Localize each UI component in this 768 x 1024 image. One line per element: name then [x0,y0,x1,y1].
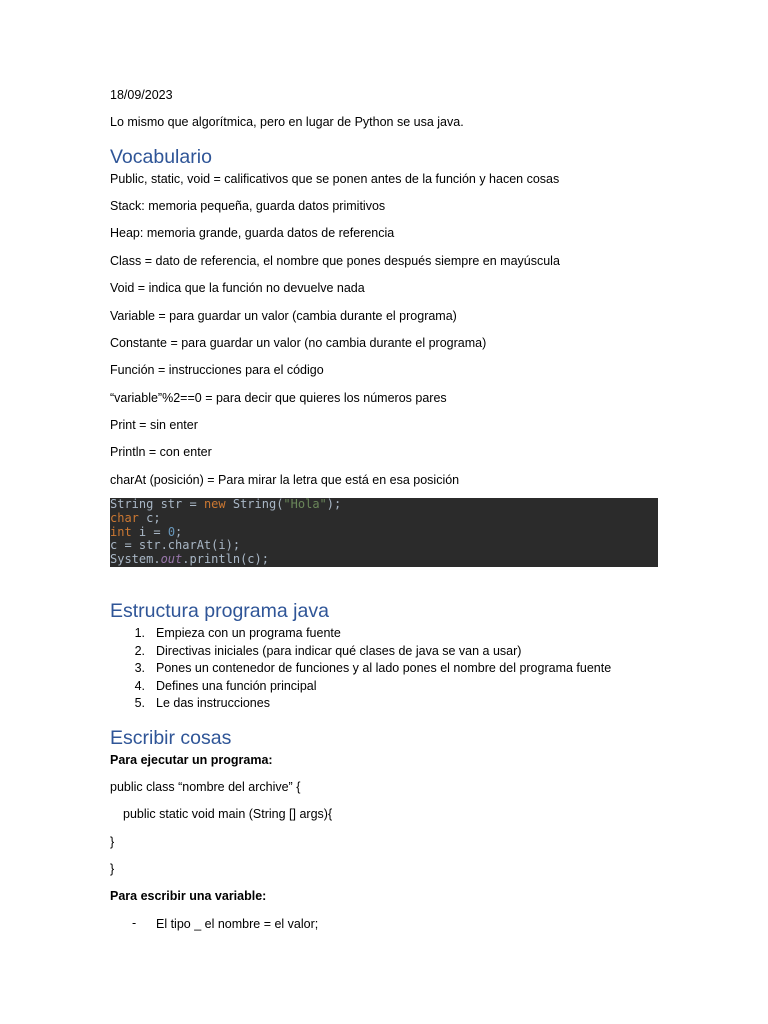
vocab-item: Void = indica que la función no devuelve nada [110,281,365,295]
list-number: 5. [134,696,145,710]
list-item: Directivas iniciales (para indicar qué clases de java se van a usar) [156,644,522,658]
code-line [110,526,658,540]
code-token: String( [225,497,284,511]
code-token: .println(c); [182,552,269,567]
code-token: i = [131,524,168,539]
code-token: String [110,497,154,511]
code-token: c; [138,510,161,525]
vocab-item: Función = instrucciones para el código [110,363,324,377]
code-field: out [160,552,183,567]
code-number: 0 [167,524,176,539]
code-block [110,498,658,567]
date: 18/09/2023 [110,88,173,102]
heading-vocabulario: Vocabulario [110,146,212,168]
code-text-line: } [110,835,115,849]
list-number: 4. [134,679,145,693]
var-label: Para escribir una variable: [110,889,267,903]
code-token: ); [326,497,342,511]
code-line [110,553,658,567]
vocab-item: “variable”%2==0 = para decir que quieres los números pares [110,391,447,405]
run-label: Para ejecutar un programa: [110,753,273,767]
code-token: str = [153,497,204,511]
heading-escribir: Escribir cosas [110,727,232,749]
vocab-item: Heap: memoria grande, guarda datos de referencia [110,226,395,240]
code-text-line: public class “nombre del archive” { [110,780,301,794]
vocab-item: Class = dato de referencia, el nombre que pones después siempre en mayúscula [110,254,560,268]
code-line [110,539,658,553]
heading-estructura: Estructura programa java [110,600,329,622]
bullet-item: El tipo _ el nombre = el valor; [156,917,319,931]
list-item: Le das instrucciones [156,696,270,710]
intro-text: Lo mismo que algorítmica, pero en lugar de Python se usa java. [110,115,464,129]
code-line [110,498,658,512]
code-keyword: char [110,510,139,525]
vocab-item: Constante = para guardar un valor (no cambia durante el programa) [110,336,487,350]
code-token: System. [110,552,161,567]
vocab-item: Variable = para guardar un valor (cambia durante el programa) [110,309,457,323]
code-text-line: public static void main (String [] args){ [123,807,333,821]
list-number: 2. [134,644,145,658]
list-number: 1. [134,626,145,640]
code-string: "Hola" [283,497,327,511]
vocab-item: Println = con enter [110,445,212,459]
code-keyword: int [110,524,132,539]
code-text-line: } [110,862,115,876]
vocab-item: Stack: memoria pequeña, guarda datos primitivos [110,199,386,213]
list-item: Defines una función principal [156,679,317,693]
vocab-item: Print = sin enter [110,418,198,432]
list-item: Empieza con un programa fuente [156,626,341,640]
code-keyword: new [203,497,226,511]
bullet-dash: - [132,916,137,930]
code-line [110,512,658,526]
list-item: Pones un contenedor de funciones y al lado pones el nombre del programa fuente [156,661,612,675]
vocab-item: charAt (posición) = Para mirar la letra que está en esa posición [110,473,460,487]
list-number: 3. [134,661,145,675]
code-token: c = str.charAt(i); [110,538,241,553]
vocab-item: Public, static, void = calificativos que se ponen antes de la función y hacen cosas [110,172,560,186]
code-token: ; [175,524,183,539]
